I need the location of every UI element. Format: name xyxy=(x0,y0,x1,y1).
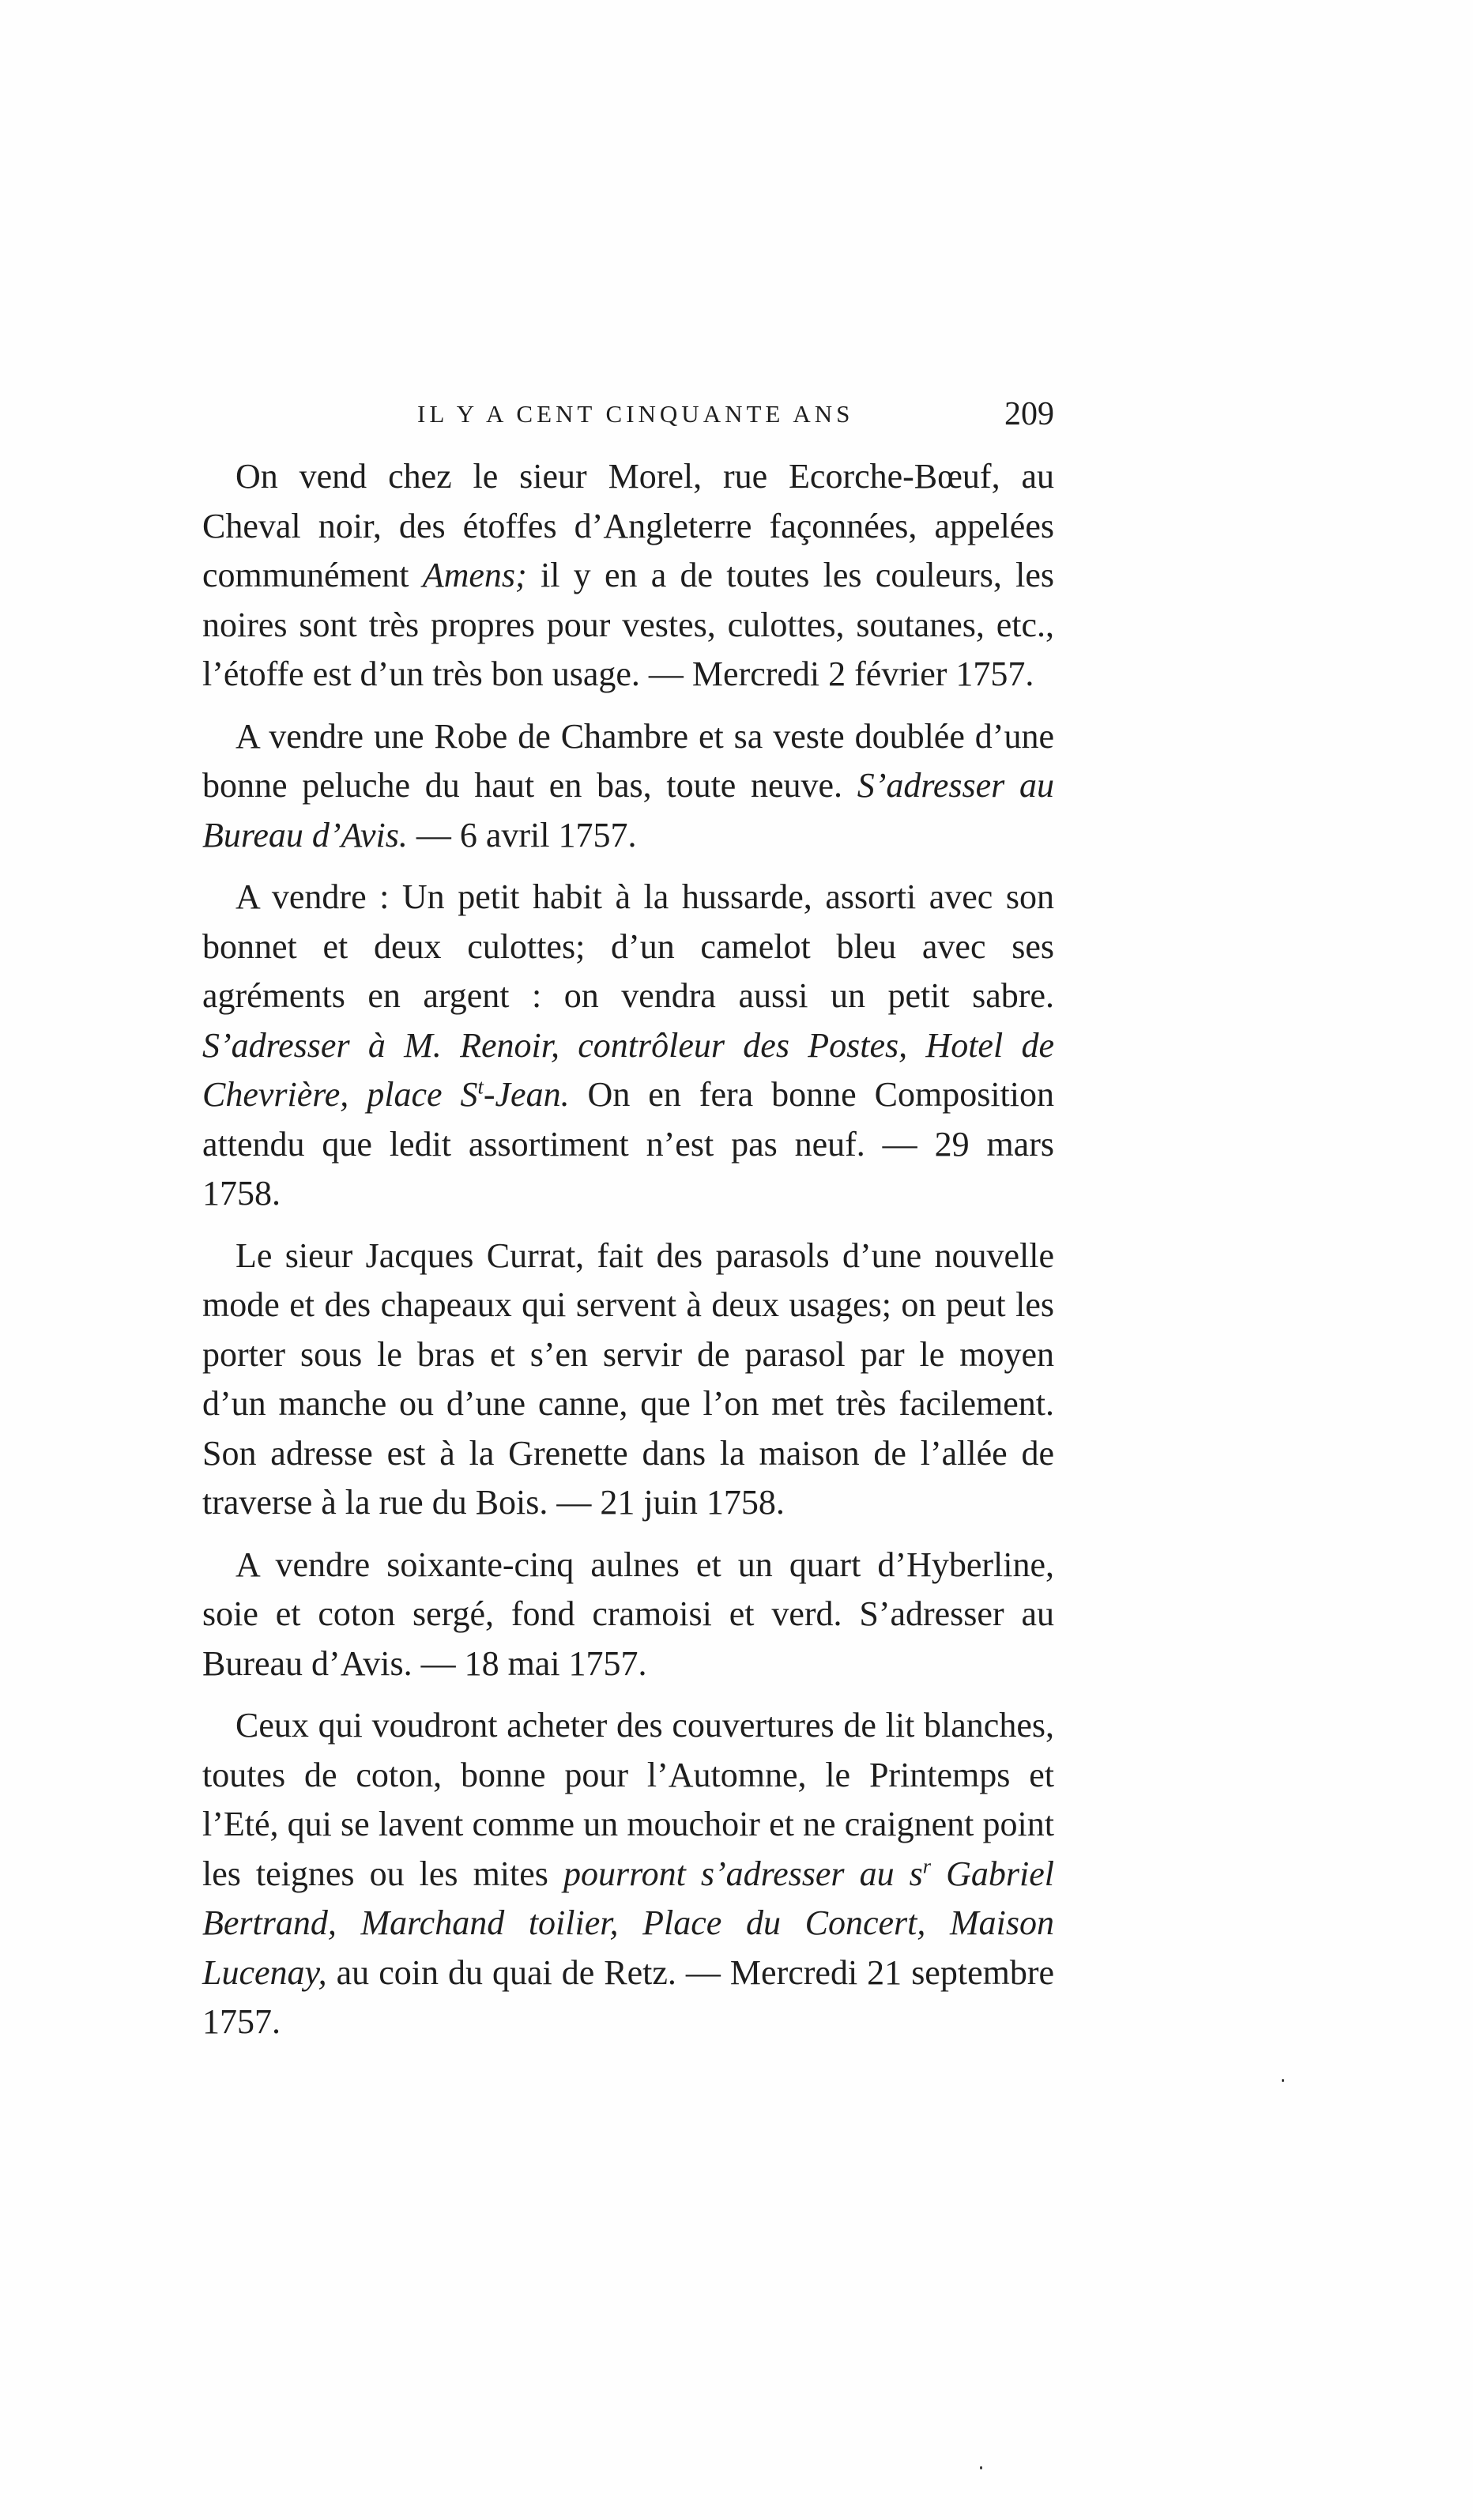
body-text xyxy=(202,452,1054,2047)
paragraph xyxy=(202,1541,1054,1689)
running-head xyxy=(202,390,1054,438)
superscript-text: r xyxy=(922,1853,932,1877)
italic-text: Amens; xyxy=(422,556,527,594)
print-speck xyxy=(1282,2079,1284,2082)
italic-text: pourront s’adresser au s xyxy=(563,1854,923,1893)
text-run: — 6 avril 1757. xyxy=(407,815,637,854)
italic-text: S’adresser à M. Renoir, contrôleur des Postes, Hotel de Chevrière, place S xyxy=(202,1025,1054,1114)
text-run: A vendre soixante-cinq aulnes et un quart d’Hyberline, soie et coton sergé, fond cramoisi et verd. S’adresser au Bureau d’Avis. — 18 mai 1757. xyxy=(202,1545,1054,1683)
text-run: il y en a de toutes les couleurs, les noires sont très propres pour vestes, culottes, soutanes, etc., l’étoffe est d’un très bon usage. — Mercredi 2 février 1757. xyxy=(202,556,1054,693)
paragraph xyxy=(202,712,1054,861)
paragraph xyxy=(202,1232,1054,1528)
paragraph xyxy=(202,452,1054,700)
text-run: On en fera bonne Composition attendu que ledit assortiment n’est pas neuf. — 29 mars 1758. xyxy=(202,1075,1054,1213)
superscript-text: t xyxy=(477,1074,484,1099)
text-run: On vend chez le sieur Morel, rue Ecorche-Bœuf, au Cheval noir, des étoffes d’Angleterre façonnées, appelées communément xyxy=(202,457,1054,594)
text-run: Ceux qui voudront acheter des couvertures de lit blanches, toutes de coton, bonne pour l’Automne, le Printemps et l’Eté, qui se lavent comme un mouchoir et ne craignent point les teignes ou les mites xyxy=(202,1706,1054,1893)
text-run: Le sieur Jacques Currat, fait des parasols d’une nouvelle mode et des chapeaux qui servent à deux usages; on peut les porter sous le bras et s’en servir de parasol par le moyen d’un manche ou d’une canne, que l’on met très facilement. Son adresse est à la Grenette dans la maison de l’allée de traverse à la rue du Bois. — 21 juin 1758. xyxy=(202,1235,1054,1522)
italic-text: S’adresser au Bureau d’Avis. xyxy=(202,766,1054,854)
page-number: 209 xyxy=(1004,396,1054,432)
italic-text: Gabriel Bertrand, Marchand toilier, Place du Concert, Maison Lucenay, xyxy=(202,1854,1054,1992)
text-run: au coin du quai de Retz. — Mercredi 21 septembre 1757. xyxy=(202,1952,1054,2041)
running-title: IL Y A CENT CINQUANTE ANS xyxy=(417,400,854,428)
text-run: A vendre : Un petit habit à la hussarde, assorti avec son bonnet et deux culottes; d’un camelot bleu avec ses agréments en argent : on vendra aussi un petit sabre. xyxy=(202,877,1054,1015)
text-run: A vendre une Robe de Chambre et sa veste doublée d’une bonne peluche du haut en bas, toute neuve. xyxy=(202,716,1054,805)
paragraph xyxy=(202,1701,1054,2047)
italic-text: -Jean. xyxy=(483,1075,570,1114)
paragraph xyxy=(202,873,1054,1219)
print-speck xyxy=(980,2466,982,2469)
